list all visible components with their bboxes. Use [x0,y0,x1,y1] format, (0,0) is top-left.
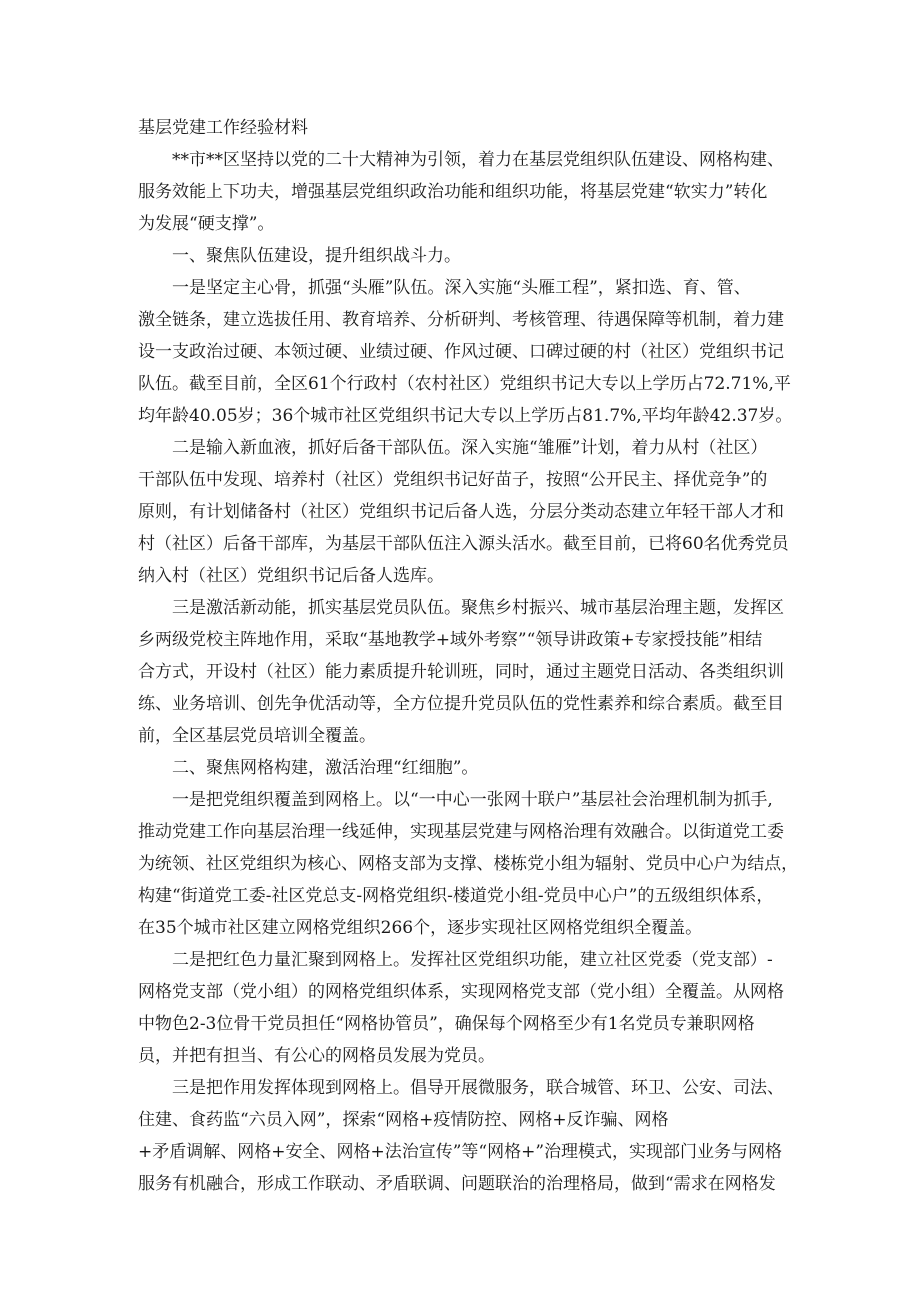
paragraph [138,240,798,272]
paragraph-line: 村（社区）后备干部库，为基层干部队伍注入源头活水。截至目前，已将60名优秀党员 [138,534,789,554]
paragraph-line: 前，全区基层党员培训全覆盖。 [138,726,376,746]
paragraph-line: 均年龄40.05岁；36个城市社区党组织书记大专以上学历占81.7%,平均年龄42.37岁。 [138,406,793,426]
paragraph-line: 服务效能上下功夫，增强基层党组织政治功能和组织功能，将基层党建“软实力”转化 [138,182,768,202]
paragraph-line: 中物色2-3位骨干党员担任“网格协管员”，确保每个网格至少有1名党员专兼职网格 [138,1014,755,1034]
paragraph [138,432,798,592]
paragraph-line: 合方式，开设村（社区）能力素质提升轮训班，同时，通过主题党日活动、各类组织训 [138,662,784,682]
paragraph-line: 员，并把有担当、有公心的网格员发展为党员。 [138,1046,495,1066]
paragraph-line: 激全链条，建立选拔任用、教育培养、分析研判、考核管理、待遇保障等机制，着力建 [138,310,784,330]
paragraph-line: 三是把作用发挥体现到网格上。倡导开展微服务，联合城管、环卫、公安、司法、 [172,1078,784,1098]
paragraph [138,784,798,944]
paragraph-line: 队伍。截至目前，全区61个行政村（农村社区）党组织书记大专以上学历占72.71%,平 [138,374,791,394]
paragraph [138,592,798,752]
paragraph-line: 干部队伍中发现、培养村（社区）党组织书记好苗子，按照“公开民主、择优竞争”的 [138,470,768,490]
document-title: 基层党建工作经验材料 [138,118,308,138]
paragraph-line: +矛盾调解、网格+安全、网格+法治宣传”等“网格+”治理模式，实现部门业务与网格 [138,1142,783,1162]
paragraph-line: 设一支政治过硬、本领过硬、业绩过硬、作风过硬、口碑过硬的村（社区）党组织书记 [138,342,784,362]
paragraph-line: 乡两级党校主阵地作用，采取“基地教学+域外考察”“领导讲政策+专家授技能”相结 [138,630,763,650]
paragraph-line: 推动党建工作向基层治理一线延伸，实现基层党建与网格治理有效融合。以街道党工委 [138,822,784,842]
document-body [138,144,798,1200]
paragraph-line: 住建、食药监“六员入网”，探索“网格+疫情防控、网格+反诈骗、网格 [138,1110,669,1130]
paragraph [138,752,798,784]
paragraph-line: 二是把红色力量汇聚到网格上。发挥社区党组织功能，建立社区党委（党支部）- [172,950,773,970]
paragraph-line: 二是输入新血液，抓好后备干部队伍。深入实施“雏雁”计划，着力从村（社区） [172,438,768,458]
paragraph-line: 构建“街道党工委-社区党总支-网格党组织-楼道党小组-党员中心户”的五级组织体系， [138,886,774,906]
paragraph-line: 为发展“硬支撑”。 [138,214,275,234]
paragraph-line: **市**区坚持以党的二十大精神为引领，着力在基层党组织队伍建设、网格构建、 [172,150,784,170]
paragraph [138,144,798,240]
paragraph-line: 在35个城市社区建立网格党组织266个，逐步实现社区网格党组织全覆盖。 [138,918,703,938]
paragraph-line: 纳入村（社区）党组织书记后备人选库。 [138,566,444,586]
paragraph-line: 原则，有计划储备村（社区）党组织书记后备人选，分层分类动态建立年轻干部人才和 [138,502,784,522]
paragraph-line: 三是激活新动能，抓实基层党员队伍。聚焦乡村振兴、城市基层治理主题，发挥区 [172,598,784,618]
paragraph-line: 服务有机融合，形成工作联动、矛盾联调、问题联治的治理格局，做到“需求在网格发 [138,1174,776,1194]
paragraph-line: 为统领、社区党组织为核心、网格支部为支撑、楼栋党小组为辐射、党员中心户为结点， [138,854,798,874]
document-page [138,112,798,1200]
paragraph-line: 一是把党组织覆盖到网格上。以“一中心一张网十联户”基层社会治理机制为抓手, [172,790,773,810]
paragraph-line: 二、聚焦网格构建，激活治理“红细胞”。 [172,758,479,778]
paragraph-line: 练、业务培训、创先争优活动等，全方位提升党员队伍的党性素养和综合素质。截至目 [138,694,784,714]
paragraph [138,944,798,1072]
paragraph [138,1072,798,1200]
paragraph [138,272,798,432]
paragraph-line: 一是坚定主心骨，抓强“头雁”队伍。深入实施“头雁工程”，紧扣选、育、管、 [172,278,751,298]
paragraph-line: 网格党支部（党小组）的网格党组织体系，实现网格党支部（党小组）全覆盖。从网格 [138,982,784,1002]
paragraph-line: 一、聚焦队伍建设，提升组织战斗力。 [172,246,461,266]
